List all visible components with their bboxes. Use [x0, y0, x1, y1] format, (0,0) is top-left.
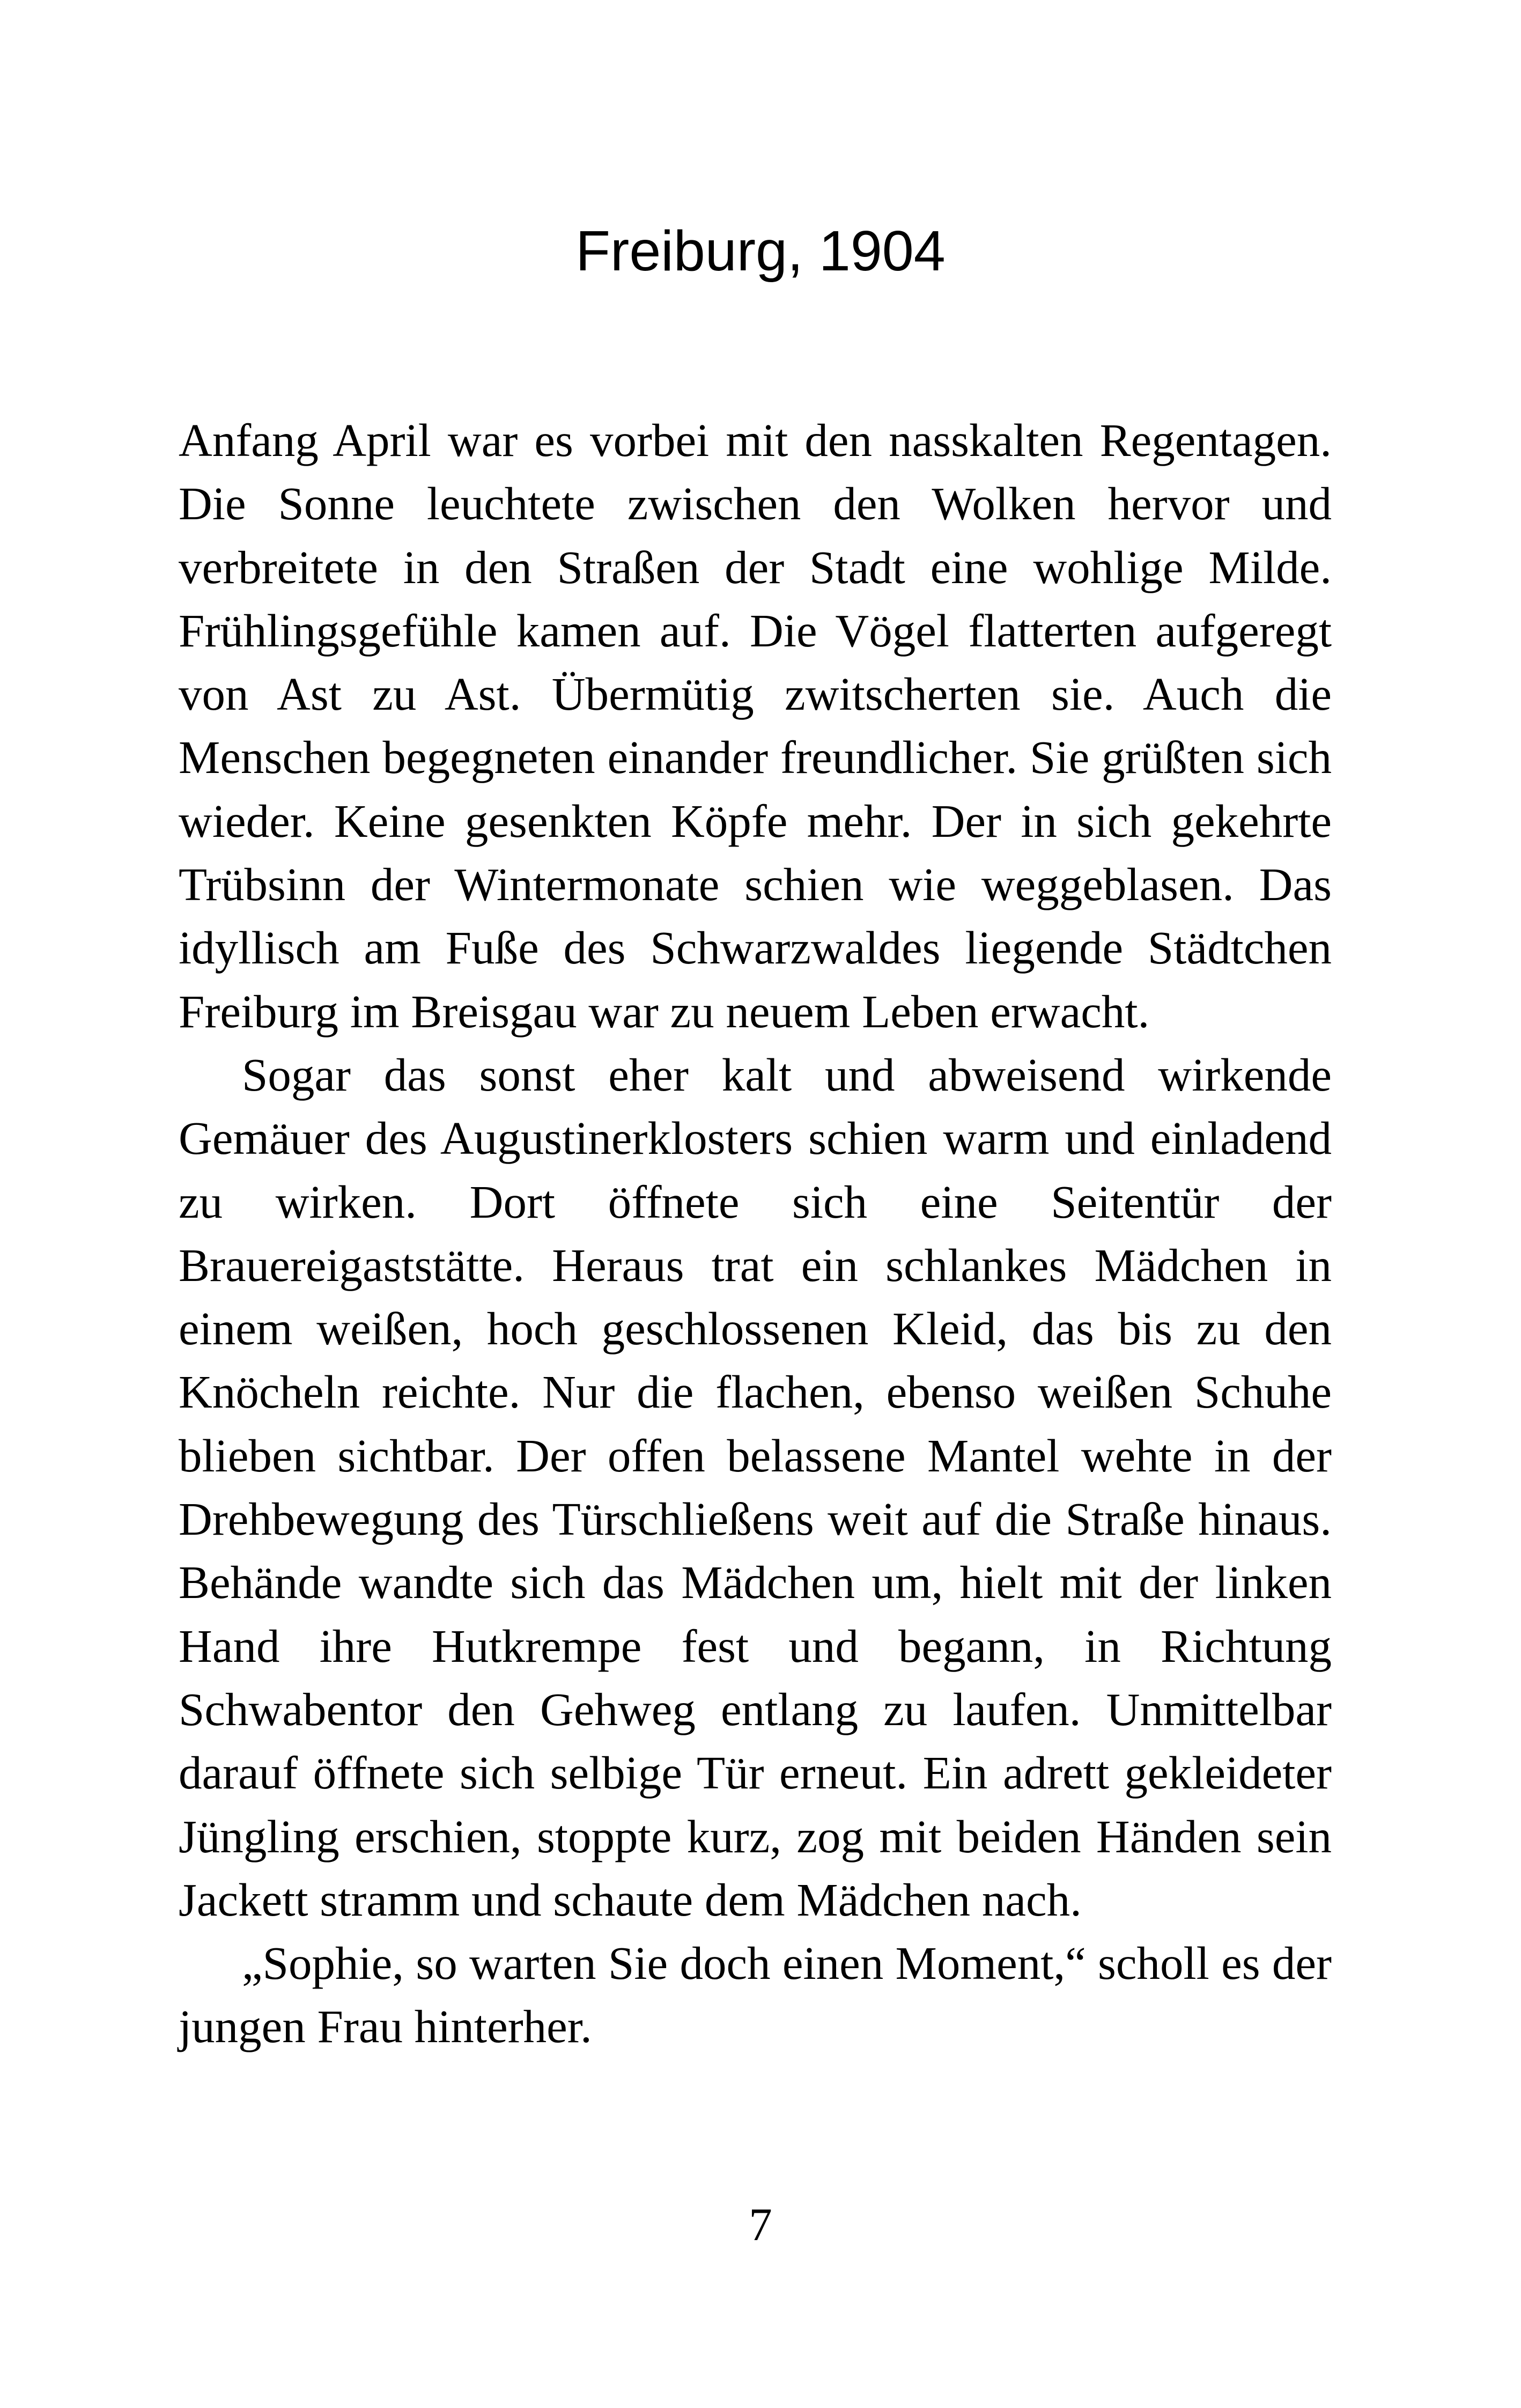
page-number: 7	[749, 2198, 772, 2250]
chapter-title: Freiburg, 1904	[575, 219, 946, 283]
paragraph-3: „Sophie, so warten Sie doch einen Moment,“ scholl es der jungen Frau hinterher.	[179, 1937, 1332, 2053]
body-text	[179, 409, 1332, 2059]
paragraph-1: Anfang April war es vorbei mit den nasskalten Regentagen. Die Sonne leuchtete zwischen den Wolken hervor und verbreitete in den Straßen der Stadt eine wohlige Milde. Frühlingsgefühle kamen auf. Die Vögel flatterten aufgeregt von Ast zu Ast. Übermütig zwitscherten sie. Auch die Menschen begegneten einander freundlicher. Sie grüßten sich wieder. Keine gesenkten Köpfe mehr. Der in sich gekehrte Trübsinn der Wintermonate schien wie weggeblasen. Das idyllisch am Fuße des Schwarzwaldes liegende Städtchen Freiburg im Breisgau war zu neuem Leben erwacht.	[179, 414, 1332, 1037]
paragraph-2: Sogar das sonst eher kalt und abweisend wirkende Gemäuer des Augustinerklosters schien warm und einladend zu wirken. Dort öffnete sich eine Seitentür der Brauereigaststätte. Heraus trat ein schlankes Mädchen in einem weißen, hoch geschlossenen Kleid, das bis zu den Knöcheln reichte. Nur die flachen, ebenso weißen Schuhe blieben sichtbar. Der offen belassene Mantel wehte in der Drehbewegung des Türschließens weit auf die Straße hinaus. Behände wandte sich das Mädchen um, hielt mit der linken Hand ihre Hutkrempe fest und begann, in Richtung Schwabentor den Gehweg entlang zu laufen. Unmittelbar darauf öffnete sich selbige Tür erneut. Ein adrett gekleideter Jüngling erschien, stoppte kurz, zog mit beiden Händen sein Jackett stramm und schaute dem Mädchen nach.	[179, 1048, 1332, 1926]
